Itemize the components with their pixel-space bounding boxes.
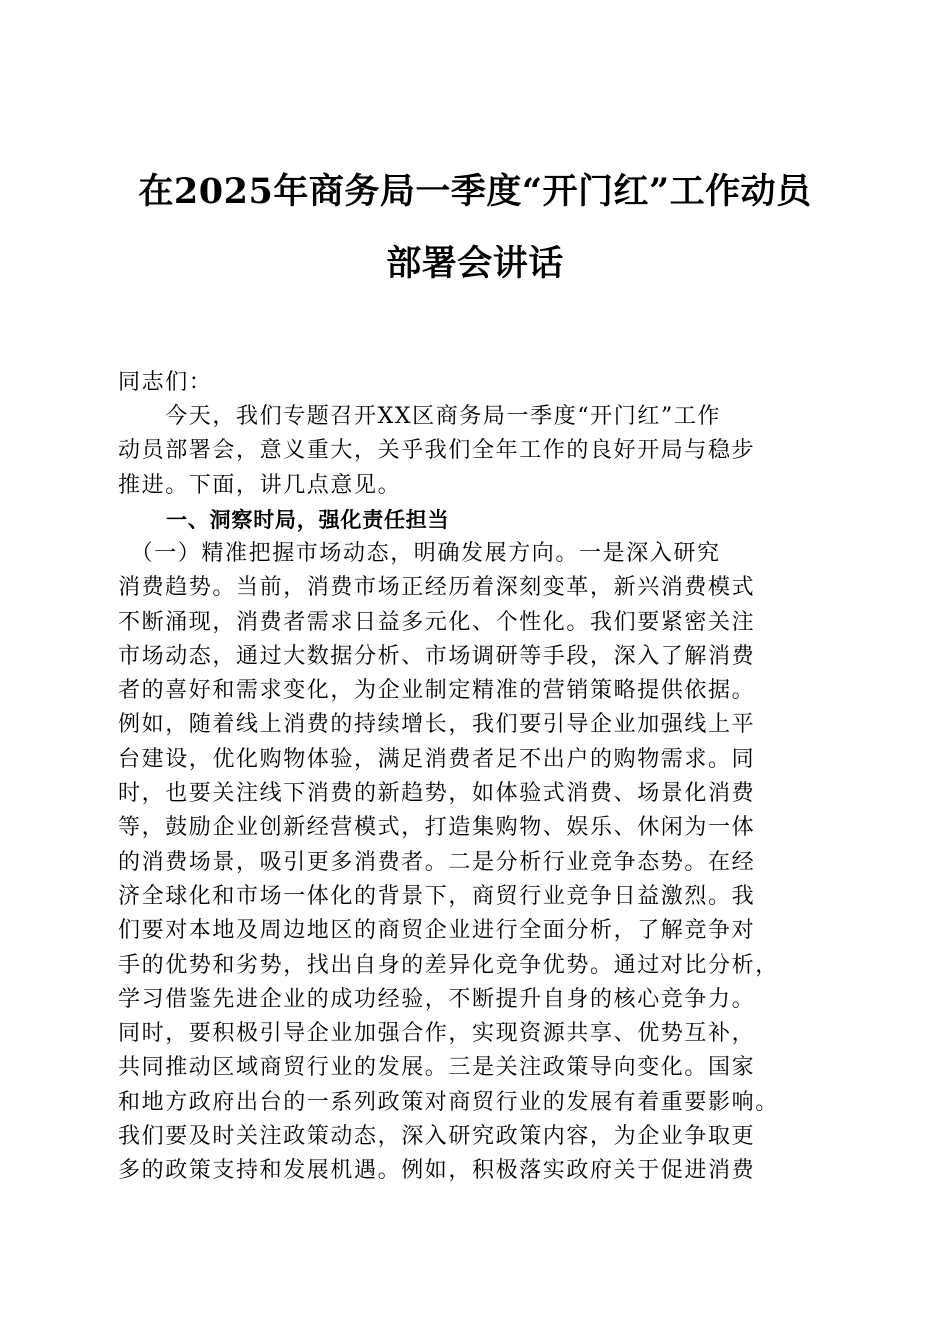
text-line: 们要对本地及周边地区的商贸企业进行全面分析，了解竞争对 <box>118 918 756 944</box>
text-line: 共同推动区域商贸行业的发展。三是关注政策导向变化。国家 <box>118 1055 756 1081</box>
text-line: 时，也要关注线下消费的新趋势，如体验式消费、场景化消费 <box>118 781 756 807</box>
text-line: 消费趋势。当前，消费市场正经历着深刻变革，新兴消费模式 <box>118 575 756 601</box>
text-line: 不断涌现，消费者需求日益多元化、个性化。我们要紧密关注 <box>118 609 756 635</box>
salutation: 同志们： <box>118 370 213 395</box>
text-line: 和地方政府出台的一系列政策对商贸行业的发展有着重要影响。 <box>118 1089 779 1115</box>
text-line: 今天，我们专题召开XX区商务局一季度“开门红”工作 <box>118 404 722 429</box>
document-title-line-2: 部署会讲话 <box>386 243 564 284</box>
text-line: 市场动态，通过大数据分析、市场调研等手段，深入了解消费 <box>118 643 756 669</box>
text-line: 等，鼓励企业创新经营模式，打造集购物、娱乐、休闲为一体 <box>118 815 756 841</box>
text-line: 例如，随着线上消费的持续增长，我们要引导企业加强线上平 <box>118 712 756 738</box>
document-title-line-1: 在2025年商务局一季度“开门红”工作动员 <box>138 171 812 212</box>
text-line: 台建设，优化购物体验，满足消费者足不出户的购物需求。同 <box>118 746 756 772</box>
text-line: 济全球化和市场一体化的背景下，商贸行业竞争日益激烈。我 <box>118 883 756 909</box>
text-line: 同时，要积极引导企业加强合作，实现资源共享、优势互补， <box>118 1021 756 1047</box>
text-line: 我们要及时关注政策动态，深入研究政策内容，为企业争取更 <box>118 1124 756 1150</box>
text-line: 的消费场景，吸引更多消费者。二是分析行业竞争态势。在经 <box>118 849 756 875</box>
section-heading-1: 一、洞察时局，强化责任担当 <box>166 508 450 532</box>
body-paragraph <box>118 537 838 1189</box>
intro-paragraph <box>118 400 838 503</box>
text-line: 手的优势和劣势，找出自身的差异化竞争优势。通过对比分析， <box>118 952 779 978</box>
text-line: 动员部署会，意义重大，关乎我们全年工作的良好开局与稳步 <box>118 438 756 464</box>
text-line: 者的喜好和需求变化，为企业制定精准的营销策略提供依据。 <box>118 678 756 704</box>
text-line: （一）精准把握市场动态，明确发展方向。一是深入研究 <box>118 541 721 566</box>
text-line: 推进。下面，讲几点意见。 <box>118 472 402 498</box>
text-line: 学习借鉴先进企业的成功经验，不断提升自身的核心竞争力。 <box>118 986 756 1012</box>
text-line: 多的政策支持和发展机遇。例如，积极落实政府关于促进消费 <box>118 1158 756 1184</box>
